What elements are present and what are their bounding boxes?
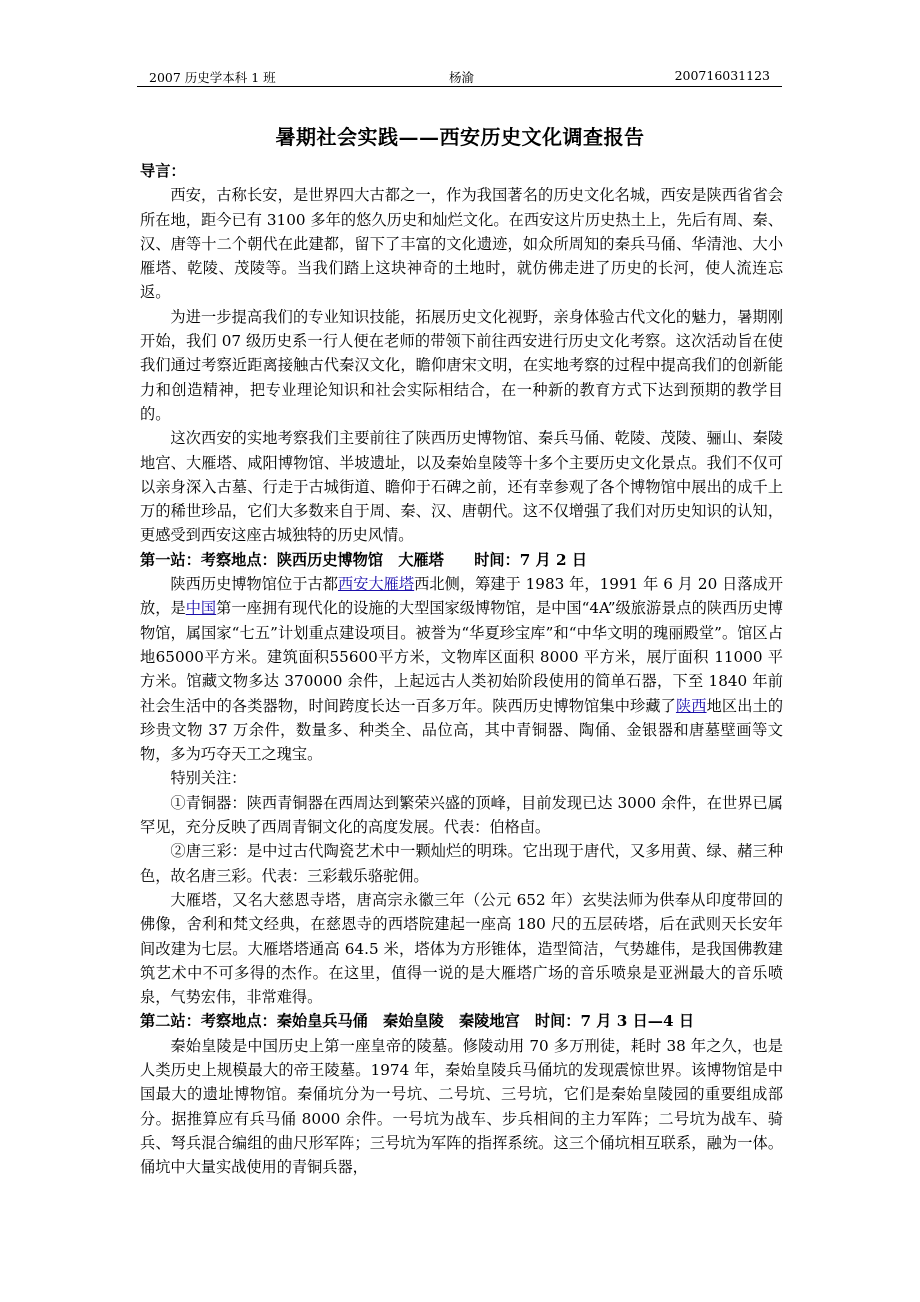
- station-2-heading: 第二站：考察地点：秦始皇兵马俑 秦始皇陵 秦陵地宫 时间：7 月 3 日—4 日: [140, 1012, 695, 1031]
- link-shaanxi[interactable]: 陕西: [675, 696, 707, 715]
- station-1-heading: 第一站：考察地点：陕西历史博物馆 大雁塔 时间：7 月 2 日: [140, 550, 588, 569]
- paragraph-museum: [140, 572, 783, 766]
- paragraph-special-focus: 特别关注：: [170, 769, 247, 788]
- link-dayanta[interactable]: 西安大雁塔: [337, 575, 415, 594]
- header-author: 杨渝: [449, 70, 475, 85]
- page-header: [137, 66, 782, 87]
- paragraph-bronze: ①青铜器：陕西青铜器在西周达到繁荣兴盛的顶峰，目前发现已达 3000 余件，在世界已属罕见，充分反映了西周青铜文化的高度发展。代表：伯格卣。: [140, 793, 783, 837]
- paragraph-intro-2: 为进一步提高我们的专业知识技能，拓展历史文化视野，亲身体验古代文化的魅力，暑期刚开始，我们 07 级历史系一行人便在老师的带领下前往西安进行历史文化考察。这次活动旨在使我们通过考察近距离接触古代秦汉文化，瞻仰唐宋文明，在实地考察的过程中提高我们的创新能力和创造精神，把专业理论知识和社会实际相结合，在一种新的教育方式下达到预期的教学目的。: [140, 307, 783, 423]
- paragraph-dayanta: 大雁塔，又名大慈恩寺塔，唐高宗永徽三年（公元 652 年）玄奘法师为供奉从印度带回的佛像，舍利和梵文经典，在慈恩寺的西塔院建起一座高 180 尺的五层砖塔，后在武则天长安年间改建为七层。大雁塔塔通高 64.5 米，塔体为方形锥体，造型简洁，气势雄伟，是我国佛教建筑艺术中不可多得的杰作。在这里，值得一说的是大雁塔广场的音乐喷泉是亚洲最大的音乐喷泉，气势宏伟，非常难得。: [140, 890, 783, 1007]
- paragraph-qin-mausoleum: 秦始皇陵是中国历史上第一座皇帝的陵墓。修陵动用 70 多万刑徒，耗时 38 年之久，也是人类历史上规模最大的帝王陵墓。1974 年，秦始皇陵兵马俑坑的发现震惊世界。该博物馆是中国最大的遗址博物馆。秦俑坑分为一号坑、二号坑、三号坑，它们是秦始皇陵园的重要组成部分。据推算应有兵马俑 8000 余件。一号坑为战车、步兵相间的主力军阵；二号坑为战车、骑兵、弩兵混合编组的曲尺形军阵；三号坑为军阵的指挥系统。这三个俑坑相互联系，融为一体。俑坑中大量实战使用的青铜兵器，: [140, 1036, 783, 1177]
- museum-text-d: 地区出土的珍贵文物 37 万余件，数量多、种类全、品位高，其中青铜器、陶俑、金银器和唐墓壁画等文物，多为巧夺天工之瑰宝。: [140, 696, 783, 764]
- museum-text-a: 陕西历史博物馆位于古都: [170, 575, 338, 594]
- paragraph-tang-sancai: ②唐三彩：是中过古代陶瓷艺术中一颗灿烂的明珠。它出现于唐代，又多用黄、绿、赭三种色，故名唐三彩。代表：三彩载乐骆驼佣。: [140, 842, 783, 885]
- document-body: [140, 159, 783, 1179]
- museum-text-b: 西北侧，筹建于 1983 年，1991 年 6 月 20 日落成开放，是: [140, 575, 784, 618]
- header-student-id: 200716031123: [674, 68, 770, 83]
- museum-text-c: 第一座拥有现代化的设施的大型国家级博物馆，是中国“4A”级旅游景点的陕西历史博物馆，属国家“七五”计划重点建设项目。被誉为“华夏珍宝库”和“中华文明的瑰丽殿堂”。馆区占地65000平方米。建筑面积55600平方米，文物库区面积 8000 平方米，展厅面积 11000 平方米。馆藏文物多达 370000 余件，上起远古人类初始阶段使用的简单石器，下至 1840 年前社会生活中的各类器物，时间跨度长达一百多万年。陕西历史博物馆集中珍藏了: [140, 599, 783, 715]
- link-china[interactable]: 中国: [185, 599, 217, 618]
- header-class: 2007 历史学本科 1 班: [149, 70, 276, 85]
- paragraph-intro-1: 西安，古称长安，是世界四大古都之一，作为我国著名的历史文化名城，西安是陕西省省会所在地，距今已有 3100 多年的悠久历史和灿烂文化。在西安这片历史热土上，先后有周、秦、汉、唐等十二个朝代在此建都，留下了丰富的文化遗迹，如众所周知的秦兵马俑、华清池、大小雁塔、乾陵、茂陵等。当我们踏上这块神奇的土地时，就仿佛走进了历史的长河，使人流连忘返。: [140, 186, 783, 302]
- document-title: 暑期社会实践——西安历史文化调查报告: [275, 125, 645, 149]
- intro-heading: 导言：: [140, 162, 186, 180]
- paragraph-intro-3: 这次西安的实地考察我们主要前往了陕西历史博物馆、秦兵马俑、乾陵、茂陵、骊山、秦陵地宫、大雁塔、咸阳博物馆、半坡遗址，以及秦始皇陵等十多个主要历史文化景点。我们不仅可以亲身深入古墓、行走于古城街道、瞻仰于石碑之前，还有幸参观了各个博物馆中展出的成千上万的稀世珍品，它们大多数来自于周、秦、汉、唐朝代。这不仅增强了我们对历史知识的认知，更感受到西安这座古城独特的历史风情。: [140, 429, 783, 545]
